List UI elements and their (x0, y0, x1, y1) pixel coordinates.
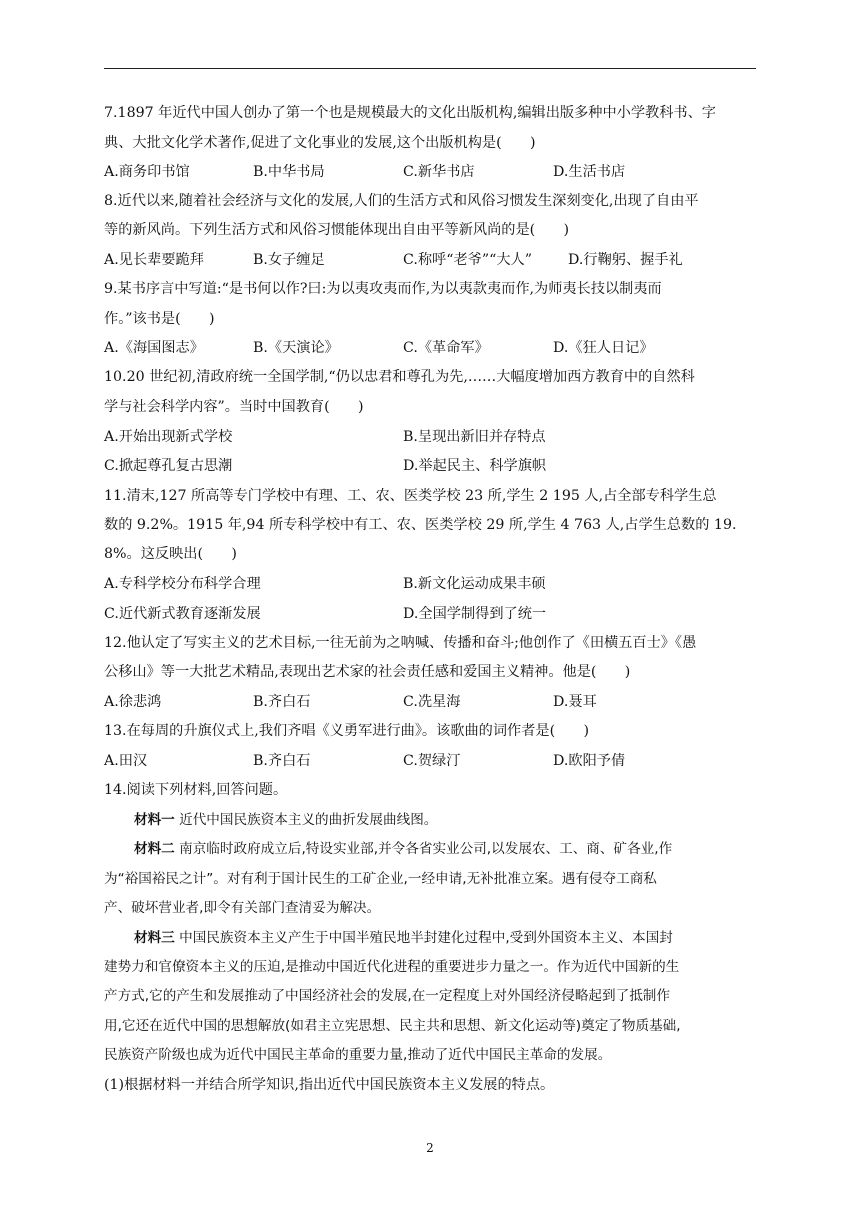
q8-option-d: D.行鞠躬、握手礼 (568, 252, 683, 268)
q8-option-a: A.见长辈要跪拜 (104, 252, 204, 268)
q7-stem-line1: 7.1897 年近代中国人创办了第一个也是规模最大的文化出版机构,编辑出版多种中小学教科书、字 (104, 105, 716, 121)
q8-option-b: B.女子缠足 (253, 252, 325, 268)
q11-option-a: A.专科学校分布科学合理 (104, 576, 261, 592)
q11-stem-line1: 11.清末,127 所高等专门学校中有理、工、农、医类学校 23 所,学生 2 195 人,占全部专科学生总 (104, 488, 717, 504)
q8-option-c: C.称呼“老爷”“大人” (403, 252, 532, 268)
q7-option-c: C.新华书店 (403, 164, 475, 180)
q11-option-b: B.新文化运动成果丰硕 (403, 576, 546, 592)
q10-stem-line1: 10.20 世纪初,清政府统一全国学制,“仍以忠君和尊孔为先,……大幅度增加西方教育中的自然科 (104, 369, 695, 385)
q13-option-a: A.田汉 (104, 753, 148, 769)
page-number: 2 (426, 1141, 434, 1155)
q14-material-3-line5: 民族资产阶级也成为近代中国民主革命的重要力量,推动了近代中国民主革命的发展。 (104, 1047, 612, 1063)
q9-option-c: C.《革命军》 (403, 340, 489, 356)
q13-option-c: C.贺绿汀 (403, 753, 461, 769)
q12-option-d: D.聂耳 (553, 694, 597, 710)
q11-stem-line3: 8%。这反映出( ) (104, 546, 237, 562)
q14-intro: 14.阅读下列材料,回答问题。 (104, 782, 288, 798)
q7-option-d: D.生活书店 (553, 164, 626, 180)
q13-option-d: D.欧阳予倩 (553, 753, 626, 769)
q14-material-3-line2: 建势力和官僚资本主义的压迫,是推动中国近代化进程的重要进步力量之一。作为近代中国新的生 (104, 959, 680, 975)
q9-option-b: B.《天演论》 (253, 340, 339, 356)
q11-stem-line2: 数的 9.2%。1915 年,94 所专科学校中有工、农、医类学校 29 所,学生 4 763 人,占学生总数的 19. (104, 517, 737, 533)
q11-option-d: D.全国学制得到了统一 (403, 606, 547, 622)
q9-stem-line1: 9.某书序言中写道:“是书何以作?曰:为以夷攻夷而作,为以夷款夷而作,为师夷长技以制夷而 (104, 281, 662, 297)
q9-stem-line2: 作。”该书是( ) (104, 311, 215, 327)
q10-option-b: B.呈现出新旧并存特点 (403, 429, 546, 445)
q7-option-a: A.商务印书馆 (104, 164, 190, 180)
q12-option-c: C.冼星海 (403, 694, 461, 710)
material-3-label: 材料三 (134, 930, 175, 946)
q7-option-b: B.中华书局 (253, 164, 325, 180)
q14-material-3-line1 (134, 928, 673, 948)
material-2-text: 南京临时政府成立后,特设实业部,并令各省实业公司,以发展农、工、商、矿各业,作 (179, 841, 673, 857)
q12-stem-line2: 公移山》等一大批艺术精品,表现出艺术家的社会责任感和爱国主义精神。他是( ) (104, 664, 631, 680)
q14-material-1 (134, 810, 437, 830)
q10-option-c: C.掀起尊孔复古思潮 (104, 458, 233, 474)
q9-option-a: A.《海国图志》 (104, 340, 204, 356)
q7-stem-line2: 典、大批文化学术著作,促进了文化事业的发展,这个出版机构是( ) (104, 135, 536, 151)
material-1-label: 材料一 (134, 812, 175, 828)
material-1-text: 近代中国民族资本主义的曲折发展曲线图。 (179, 812, 438, 828)
q10-stem-line2: 学与社会科学内容”。当时中国教育( ) (104, 399, 364, 415)
q13-option-b: B.齐白石 (253, 753, 311, 769)
q14-material-3-line3: 产方式,它的产生和发展推动了中国经济社会的发展,在一定程度上对外国经济侵略起到了抵制作 (104, 988, 670, 1004)
q14-subquestion-1: (1)根据材料一并结合所学知识,指出近代中国民族资本主义发展的特点。 (104, 1077, 555, 1093)
material-2-label: 材料二 (134, 841, 175, 857)
header-rule (104, 68, 756, 69)
q14-material-2-line1 (134, 839, 672, 859)
q11-option-c: C.近代新式教育逐渐发展 (104, 606, 261, 622)
q9-option-d: D.《狂人日记》 (553, 340, 654, 356)
q14-material-2-line3: 产、破坏营业者,即令有关部门查清妥为解决。 (104, 900, 381, 916)
q12-option-b: B.齐白石 (253, 694, 311, 710)
q8-stem-line2: 等的新风尚。下列生活方式和风俗习惯能体现出自由平等新风尚的是( ) (104, 222, 570, 238)
q12-stem-line1: 12.他认定了写实主义的艺术目标,一往无前为之呐喊、传播和奋斗;他创作了《田横五百士》《愚 (104, 635, 697, 651)
material-3-text: 中国民族资本主义产生于中国半殖民地半封建化过程中,受到外国资本主义、本国封 (179, 930, 673, 946)
q10-option-a: A.开始出现新式学校 (104, 429, 233, 445)
q10-option-d: D.举起民主、科学旗帜 (403, 458, 547, 474)
q14-material-2-line2: 为“裕国裕民之计”。对有利于国计民生的工矿企业,一经申请,无补批准立案。遇有侵夺工商私 (104, 871, 657, 887)
q14-material-3-line4: 用,它还在近代中国的思想解放(如君主立宪思想、民主共和思想、新文化运动等)奠定了物质基础, (104, 1018, 681, 1034)
q13-stem: 13.在每周的升旗仪式上,我们齐唱《义勇军进行曲》。该歌曲的词作者是( ) (104, 723, 590, 739)
q12-option-a: A.徐悲鸿 (104, 694, 162, 710)
q8-stem-line1: 8.近代以来,随着社会经济与文化的发展,人们的生活方式和风俗习惯发生深刻变化,出现了自由平 (104, 193, 699, 209)
